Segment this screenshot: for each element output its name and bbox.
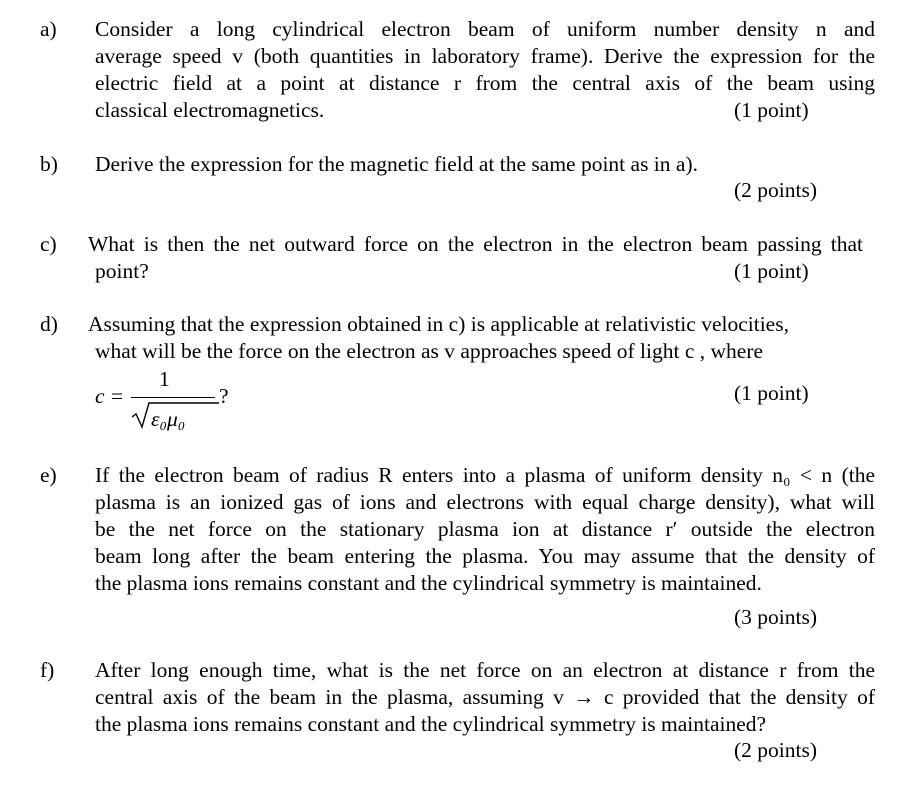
formula-denominator-text: ε₀μ₀ <box>151 407 186 431</box>
question-c-label: c) <box>40 232 57 256</box>
formula-equals: = <box>111 384 124 408</box>
question-a-line-3: electric field at a point at distance r from the central axis of the beam using <box>95 71 875 95</box>
question-a-line-1: Consider a long cylindrical electron beam of uniform number density n and <box>95 17 875 41</box>
question-f-line-2: central axis of the beam in the plasma, assuming v → c provided that the density of <box>95 685 875 709</box>
question-d-line-2: what will be the force on the electron as v approaches speed of light c , where <box>95 339 764 363</box>
question-a-points: (1 point) <box>734 98 809 122</box>
formula-numerator: 1 <box>159 367 170 391</box>
question-e-points: (3 points) <box>734 605 818 629</box>
question-d-text <box>88 311 848 365</box>
question-b-text <box>95 151 875 178</box>
speed-of-light-formula <box>95 366 229 431</box>
question-e-line-1: If the electron beam of radius R enters into a plasma of uniform density n₀ < n (the <box>95 463 875 487</box>
question-b-line-1: Derive the expression for the magnetic field at the same point as in a). <box>95 152 698 176</box>
question-a-line-2: average speed v (both quantities in laboratory frame). Derive the expression for the <box>95 44 875 68</box>
question-c-points: (1 point) <box>734 259 809 283</box>
formula-question-mark: ? <box>219 384 229 408</box>
question-d-label: d) <box>40 312 58 336</box>
question-e-line-3: be the net force on the stationary plasma ion at distance r′ outside the electron <box>95 517 875 541</box>
question-a-line-4: classical electromagnetics. <box>95 98 325 122</box>
formula-lhs: c <box>95 384 105 408</box>
question-e-label: e) <box>40 463 57 487</box>
question-e-text <box>95 462 875 597</box>
question-e-line-5: the plasma ions remains constant and the cylindrical symmetry is maintained. <box>95 571 762 595</box>
question-c-line-2: point? <box>95 259 149 283</box>
question-d-points: (1 point) <box>734 381 809 405</box>
question-b-label: b) <box>40 152 58 176</box>
fraction-bar <box>131 397 215 398</box>
question-c-line-1: What is then the net outward force on the electron in the electron beam passing that <box>88 232 863 256</box>
question-f-line-3: the plasma ions remains constant and the cylindrical symmetry is maintained? <box>95 712 767 736</box>
formula-denominator <box>131 400 221 430</box>
question-f-text <box>95 657 875 738</box>
question-e-line-4: beam long after the beam entering the plasma. You may assume that the density of <box>95 544 875 568</box>
question-b-points: (2 points) <box>734 178 818 202</box>
question-f-line-1: After long enough time, what is the net force on an electron at distance r from the <box>95 658 875 682</box>
question-e-line-2: plasma is an ionized gas of ions and electrons with equal charge density), what will <box>95 490 875 514</box>
question-f-points: (2 points) <box>734 738 818 762</box>
question-d-line-1: Assuming that the expression obtained in c) is applicable at relativistic velocities, <box>88 312 789 336</box>
question-f-label: f) <box>40 658 55 682</box>
question-a-label: a) <box>40 17 57 41</box>
